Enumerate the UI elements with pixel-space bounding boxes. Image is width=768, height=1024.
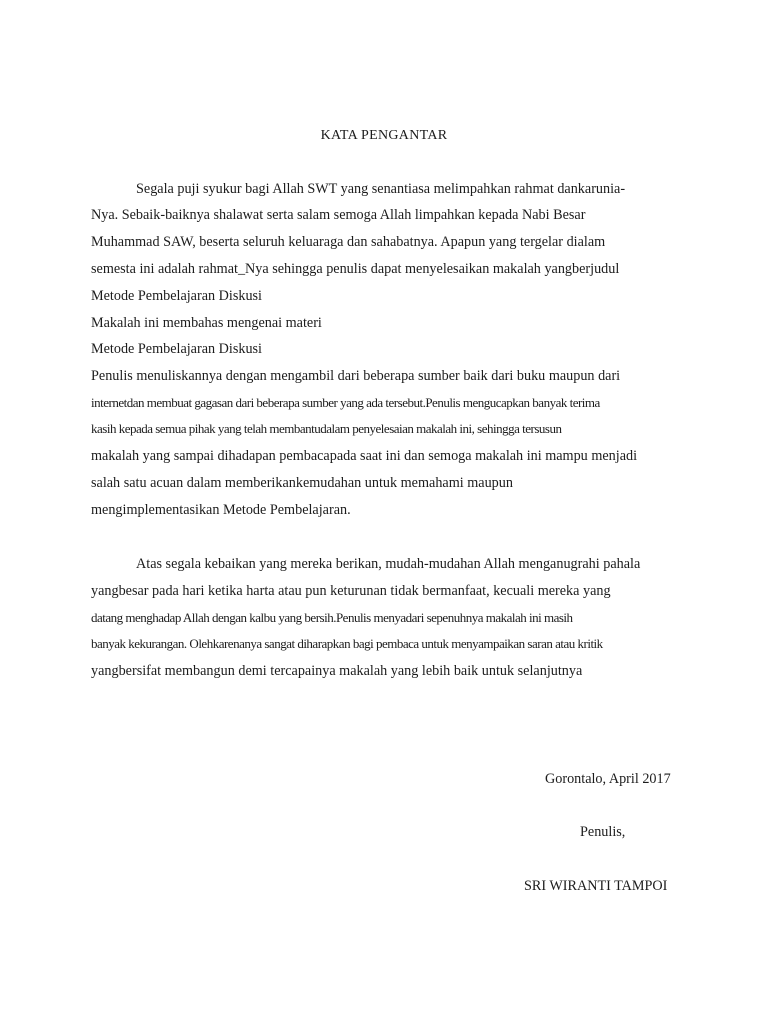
signer-name: SRI WIRANTI TAMPOI [524, 878, 668, 894]
body-line: datang menghadap Allah dengan kalbu yang bersih.Penulis menyadari sepenuhnya makalah ini masih [91, 610, 573, 625]
body-line: semesta ini adalah rahmat_Nya sehingga penulis dapat menyelesaikan makalah yangberjudul [91, 261, 620, 277]
body-line: Segala puji syukur bagi Allah SWT yang senantiasa melimpahkan rahmat dankarunia- [136, 181, 626, 197]
place-date: Gorontalo, April 2017 [545, 771, 671, 787]
body-line: internetdan membuat gagasan dari beberapa sumber yang ada tersebut.Penulis mengucapkan banyak terima [91, 395, 600, 410]
body-line: makalah yang sampai dihadapan pembacapada saat ini dan semoga makalah ini mampu menjadi [91, 448, 638, 464]
body-line: Metode Pembelajaran Diskusi [91, 341, 262, 357]
body-line: mengimplementasikan Metode Pembelajaran. [91, 502, 351, 518]
body-line: salah satu acuan dalam memberikankemudahan untuk memahami maupun [91, 475, 513, 491]
body-line: yangbersifat membangun demi tercapainya makalah yang lebih baik untuk selanjutnya [91, 663, 583, 679]
body-line: banyak kekurangan. Olehkarenanya sangat diharapkan bagi pembaca untuk menyampaikan saran atau kritik [91, 636, 603, 651]
signer-label: Penulis, [580, 824, 626, 840]
body-line: yangbesar pada hari ketika harta atau pun keturunan tidak bermanfaat, kecuali mereka yang [91, 583, 611, 599]
document-title: KATA PENGANTAR [320, 128, 448, 143]
body-line: Muhammad SAW, beserta seluruh keluaraga dan sahabatnya. Apapun yang tergelar dialam [91, 234, 606, 250]
body-line: Penulis menuliskannya dengan mengambil dari beberapa sumber baik dari buku maupun dari [91, 368, 621, 384]
body-line: Nya. Sebaik-baiknya shalawat serta salam semoga Allah limpahkan kepada Nabi Besar [91, 207, 586, 223]
body-line: Metode Pembelajaran Diskusi [91, 288, 262, 304]
body-line: Atas segala kebaikan yang mereka berikan, mudah-mudahan Allah menganugrahi pahala [136, 556, 641, 572]
body-line: Makalah ini membahas mengenai materi [91, 315, 322, 331]
body-line: kasih kepada semua pihak yang telah membantudalam penyelesaian makalah ini, sehingga tersusun [91, 421, 562, 436]
